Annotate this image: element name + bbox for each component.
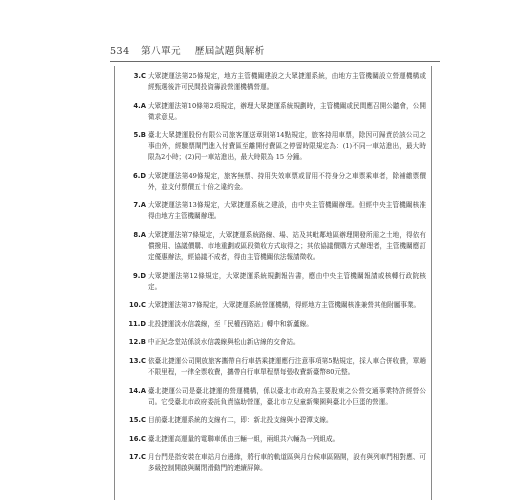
answer-explanation: 依臺北捷運公司開放旅客攜帶自行車搭乘捷運應行注意事項第5點規定，採人車合併收費，單趟不限里程，一律全票收費，攜帶自行車單程票每張收費新臺幣80元整。 xyxy=(148,356,426,376)
answer-explanation: 臺北捷運高運量的電聯車係由三輛一組，兩組共六輛為一列組成。 xyxy=(148,434,340,443)
answer-explanation: 臺北捷運公司是臺北捷運的營運機構，係以臺北市政府為主要股東之公營交通事業特許經營公司。它受臺北市政府委託負責協助營運，臺北市立兒童新樂園與臺北小巨蛋的營運。 xyxy=(148,386,426,406)
answer-item xyxy=(126,130,426,163)
answer-label: 16.C xyxy=(128,434,146,443)
page-number: 534 xyxy=(110,46,130,57)
answer-item xyxy=(126,356,426,378)
answer-list xyxy=(126,71,426,482)
answer-label: 10.C xyxy=(128,301,146,310)
answer-explanation: 中正紀念堂站係淡水信義線與松山新店線的交會站。 xyxy=(148,338,300,347)
answer-explanation: 大眾捷運法第37條規定，大眾捷運系統營運機構，得經地方主管機關核准兼營其他附屬事業。 xyxy=(148,301,421,310)
answer-explanation: 大眾捷運法第49條規定，旅客無票、持用失效車票或冒用不符身分之車票乘車者，除補繳票價外，並支付票價五十倍之違約金。 xyxy=(148,171,426,191)
answer-label: 3.C xyxy=(133,72,146,80)
chapter-title: 歷屆試題與解析 xyxy=(194,46,265,57)
answer-label: 12.B xyxy=(128,338,146,347)
answer-item xyxy=(126,271,426,293)
answer-item xyxy=(126,386,426,408)
answer-item xyxy=(126,71,426,93)
answer-label: 7.A xyxy=(133,201,146,210)
answer-item xyxy=(126,434,426,445)
answer-explanation: 目前臺北捷運系統的支線有二，即：新北投支線與小碧潭支線。 xyxy=(148,416,333,425)
answer-label: 13.C xyxy=(128,356,146,365)
answer-explanation: 大眾捷運法第12條規定，大眾捷運系統規劃報告書，應由中央主管機關報請或核轉行政院核定。 xyxy=(148,271,426,291)
answer-label: 11.D xyxy=(128,319,146,328)
answer-label: 15.C xyxy=(128,416,146,425)
section-label: 第八單元 xyxy=(141,46,182,57)
answer-item xyxy=(126,337,426,348)
answer-explanation: 大眾捷運法第10條第2項規定，辦理大眾捷運系統規劃時，主管機關或民間應召開公聽會，公開徵求意見。 xyxy=(148,101,426,121)
answer-label: 8.A xyxy=(133,230,146,239)
answer-label: 4.A xyxy=(133,101,146,110)
answer-item xyxy=(126,101,426,123)
answer-label: 14.A xyxy=(128,386,146,395)
answer-item xyxy=(126,415,426,426)
answer-explanation: 大眾捷運法第13條規定，大眾捷運系統之建設，由中央主管機關辦理。但經中央主管機關核准得由地方主管機關辦理。 xyxy=(148,201,426,221)
page-header xyxy=(110,43,265,57)
answer-label: 17.C xyxy=(128,453,146,462)
answer-item xyxy=(126,300,426,311)
answer-item xyxy=(126,452,426,474)
answer-explanation: 大眾捷運法第25條規定，地方主管機關建設之大眾捷運系統，由地方主管機關設立營運機構或經甄選後許可民間投資籌設營運機構營運。 xyxy=(148,72,426,91)
answer-explanation: 大眾捷運法第7條規定，大眾捷運系統路線、場、站及其毗鄰地區辦理開發所需之土地，得依有償撥用、協議價購、市地重劃或區段徵收方式取得之；其依協議價購方式辦理者，主管機關應訂定優惠辦法，經協議不成者，得由主管機關依法報請徵收。 xyxy=(148,230,426,261)
answer-item xyxy=(126,171,426,193)
answer-item xyxy=(126,319,426,330)
answer-label: 6.D xyxy=(133,171,146,180)
answer-explanation: 北投捷運淡水信義線，至「民權西路站」轉中和新蘆線。 xyxy=(148,319,313,328)
header-rule xyxy=(110,61,440,62)
answer-explanation: 臺北大眾捷運股份有限公司旅客運送章則第14點規定，旅客持用車票，除因可歸責於該公司之事由外，經驗票閘門進入付費區至離開付費區之停留時限規定為：(1)不同一車站進出，最大時限為2小時；(2)同一車站進出，最大時限為 15 分鐘。 xyxy=(148,131,426,162)
answer-label: 5.B xyxy=(133,131,146,140)
answer-item xyxy=(126,230,426,263)
answer-label: 9.D xyxy=(133,271,146,280)
answer-explanation: 月台門是指安裝在車站月台邊緣，將行車的軌道區與月台候車區隔開，設有與列車門相對應、可多級控制開啟與關閉滑動門的連續屏障。 xyxy=(148,453,426,473)
answer-item xyxy=(126,200,426,222)
